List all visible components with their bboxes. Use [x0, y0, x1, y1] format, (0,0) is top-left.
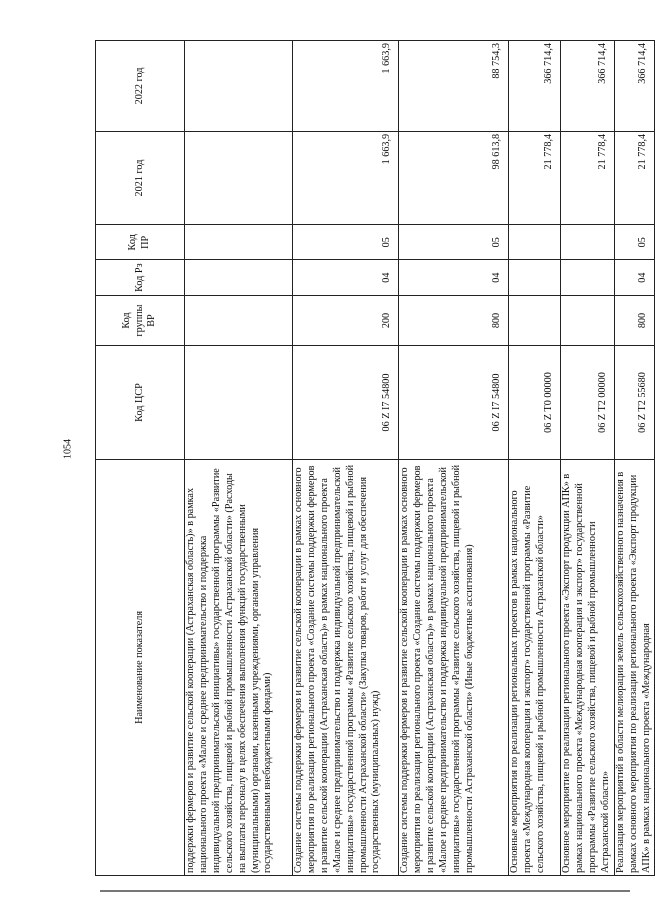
row-rz: 04	[615, 260, 655, 295]
row-2021: 1 663,9	[293, 131, 399, 224]
header-2022: 2022 год	[96, 41, 185, 132]
row-csr: 06 Z T2 55680	[615, 346, 655, 460]
row-2021	[185, 131, 293, 224]
row-pr	[185, 225, 293, 260]
row-csr	[185, 346, 293, 460]
row-csr: 06 Z I7 54800	[399, 346, 509, 460]
budget-table	[95, 40, 655, 876]
row-name: поддержки фермеров и развитие сельской кооперации (Астраханская область)» в рамках национального проекта «Малое и среднее предпринимательство и поддержка индивидуальной предпринимательской инициативы» государственной программы «Развитие сельского хозяйства, пищевой и рыбной промышленности Астраханской области» (Расходы на выплаты персоналу в целях обеспечения выполнения функций государственными (муниципальными) органами, казенными учреждениями, органами управления государственными внебюджетными фондами)	[185, 459, 293, 875]
header-pr: Код ПР	[96, 225, 185, 260]
row-vr: 200	[293, 295, 399, 345]
row-pr	[509, 225, 561, 260]
row-rz: 04	[399, 260, 509, 295]
row-pr: 05	[399, 225, 509, 260]
row-vr	[185, 295, 293, 345]
row-vr: 800	[399, 295, 509, 345]
row-2022	[185, 41, 293, 132]
row-csr: 06 Z I7 54800	[293, 346, 399, 460]
row-pr: 05	[293, 225, 399, 260]
header-name: Наименование показателя	[96, 459, 185, 875]
header-vr: Код группы ВР	[96, 295, 185, 345]
header-row	[96, 41, 185, 876]
row-2021: 21 778,4	[509, 131, 561, 224]
budget-table-wrapper	[95, 40, 652, 876]
row-csr: 06 Z T0 00000	[509, 346, 561, 460]
header-csr: Код ЦСР	[96, 346, 185, 460]
row-2021: 21 778,4	[561, 131, 615, 224]
row-name: Основное мероприятие по реализации регионального проекта «Экспорт продукции АПК» в рамках национального проекта «Международная кооперация и экспорт» государственной программы «Развитие сельского хозяйства, пищевой и рыбной промышленности Астраханской области»	[561, 459, 615, 875]
rotated-page-area	[95, 40, 652, 876]
row-2021: 21 778,4	[615, 131, 655, 224]
row-2022: 366 714,4	[561, 41, 615, 132]
table-row	[293, 41, 399, 876]
table-row	[185, 41, 293, 876]
table-row	[561, 41, 615, 876]
row-rz	[561, 260, 615, 295]
table-row	[399, 41, 509, 876]
row-rz: 04	[293, 260, 399, 295]
row-name: Реализация мероприятий в области мелиорации земель сельскохозяйственного назначения в рамках основного мероприятия по реализации регионального проекта «Экспорт продукции АПК» в рамках национального проекта «Международная	[615, 459, 655, 875]
row-2022: 366 714,4	[615, 41, 655, 132]
bottom-scan-line	[100, 890, 630, 892]
page-number: 1054	[62, 439, 74, 459]
row-vr: 800	[615, 295, 655, 345]
row-name: Основные мероприятия по реализации региональных проектов в рамках национального проекта «Международная кооперация и экспорт» государственной программы «Развитие сельского хозяйства, пищевой и рыбной промышленности Астраханской области»	[509, 459, 561, 875]
row-rz	[509, 260, 561, 295]
row-2022: 366 714,4	[509, 41, 561, 132]
row-name: Создание системы поддержки фермеров и развитие сельской кооперации в рамках основного мероприятия по реализации регионального проекта «Создание системы поддержки фермеров и развитие сельской кооперации (Астраханская область)» в рамках национального проекта «Малое и среднее предпринимательство и поддержка индивидуальной предпринимательской инициативы» государственной программы «Развитие сельского хозяйства, пищевой и рыбной промышленности Астраханской области» (Иные бюджетные ассигнования)	[399, 459, 509, 875]
row-pr: 05	[615, 225, 655, 260]
row-2022: 88 754,3	[399, 41, 509, 132]
row-2021: 98 613,8	[399, 131, 509, 224]
row-name: Создание системы поддержки фермеров и развитие сельской кооперации в рамках основного мероприятия по реализации регионального проекта «Создание системы поддержки фермеров и развитие сельской кооперации (Астраханская область)» в рамках национального проекта «Малое и среднее предпринимательство и поддержка индивидуальной предпринимательской инициативы» государственной программы «Развитие сельского хозяйства, пищевой и рыбной промышленности Астраханской области» (Закупка товаров, работ и услуг для обеспечения государственных (муниципальных) нужд)	[293, 459, 399, 875]
row-pr	[561, 225, 615, 260]
row-rz	[185, 260, 293, 295]
row-vr	[509, 295, 561, 345]
table-row	[509, 41, 561, 876]
row-2022: 1 663,9	[293, 41, 399, 132]
header-rz: Код Рз	[96, 260, 185, 295]
row-vr	[561, 295, 615, 345]
table-row	[615, 41, 655, 876]
header-2021: 2021 год	[96, 131, 185, 224]
row-csr: 06 Z T2 00000	[561, 346, 615, 460]
